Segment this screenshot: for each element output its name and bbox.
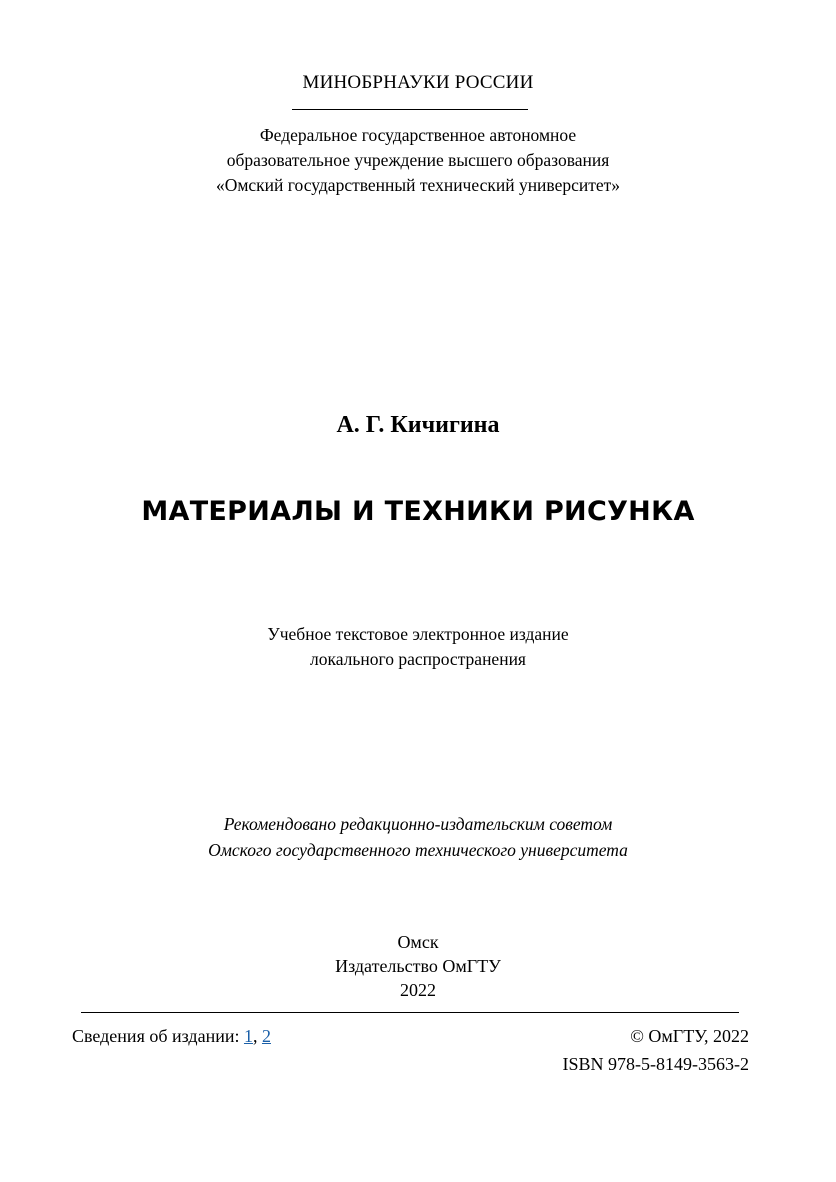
ministry-divider xyxy=(292,109,528,110)
book-title: МАТЕРИАЛЫ И ТЕХНИКИ РИСУНКА xyxy=(141,496,695,527)
recommendation-line-2: Омского государственного технического университета xyxy=(208,840,628,860)
edition-info-label: Сведения об издании: xyxy=(72,1026,240,1046)
edition-info xyxy=(72,1026,271,1047)
copyright: © ОмГТУ, 2022 xyxy=(630,1026,749,1046)
institution-line-2: образовательное учреждение высшего образования xyxy=(226,150,610,170)
imprint-publisher: Издательство ОмГТУ xyxy=(335,956,501,976)
edition-type-line-2: локального распространения xyxy=(310,649,526,669)
isbn: ISBN 978-5-8149-3563-2 xyxy=(562,1054,749,1074)
edition-info-link-1[interactable]: 1 xyxy=(243,1026,253,1046)
footer-divider xyxy=(81,1012,739,1013)
imprint-city: Омск xyxy=(397,932,439,952)
ministry-name: МИНОБРНАУКИ РОССИИ xyxy=(302,72,534,93)
imprint-year: 2022 xyxy=(400,980,436,1000)
institution-line-1: Федеральное государственное автономное xyxy=(259,125,577,145)
edition-type-line-1: Учебное текстовое электронное издание xyxy=(267,624,569,644)
author-name: А. Г. Кичигина xyxy=(336,412,500,438)
link-separator: , xyxy=(252,1026,258,1046)
recommendation-line-1: Рекомендовано редакционно-издательским советом xyxy=(223,814,613,834)
edition-info-link-2[interactable]: 2 xyxy=(261,1026,271,1046)
institution-line-3: «Омский государственный технический университет» xyxy=(215,175,621,195)
